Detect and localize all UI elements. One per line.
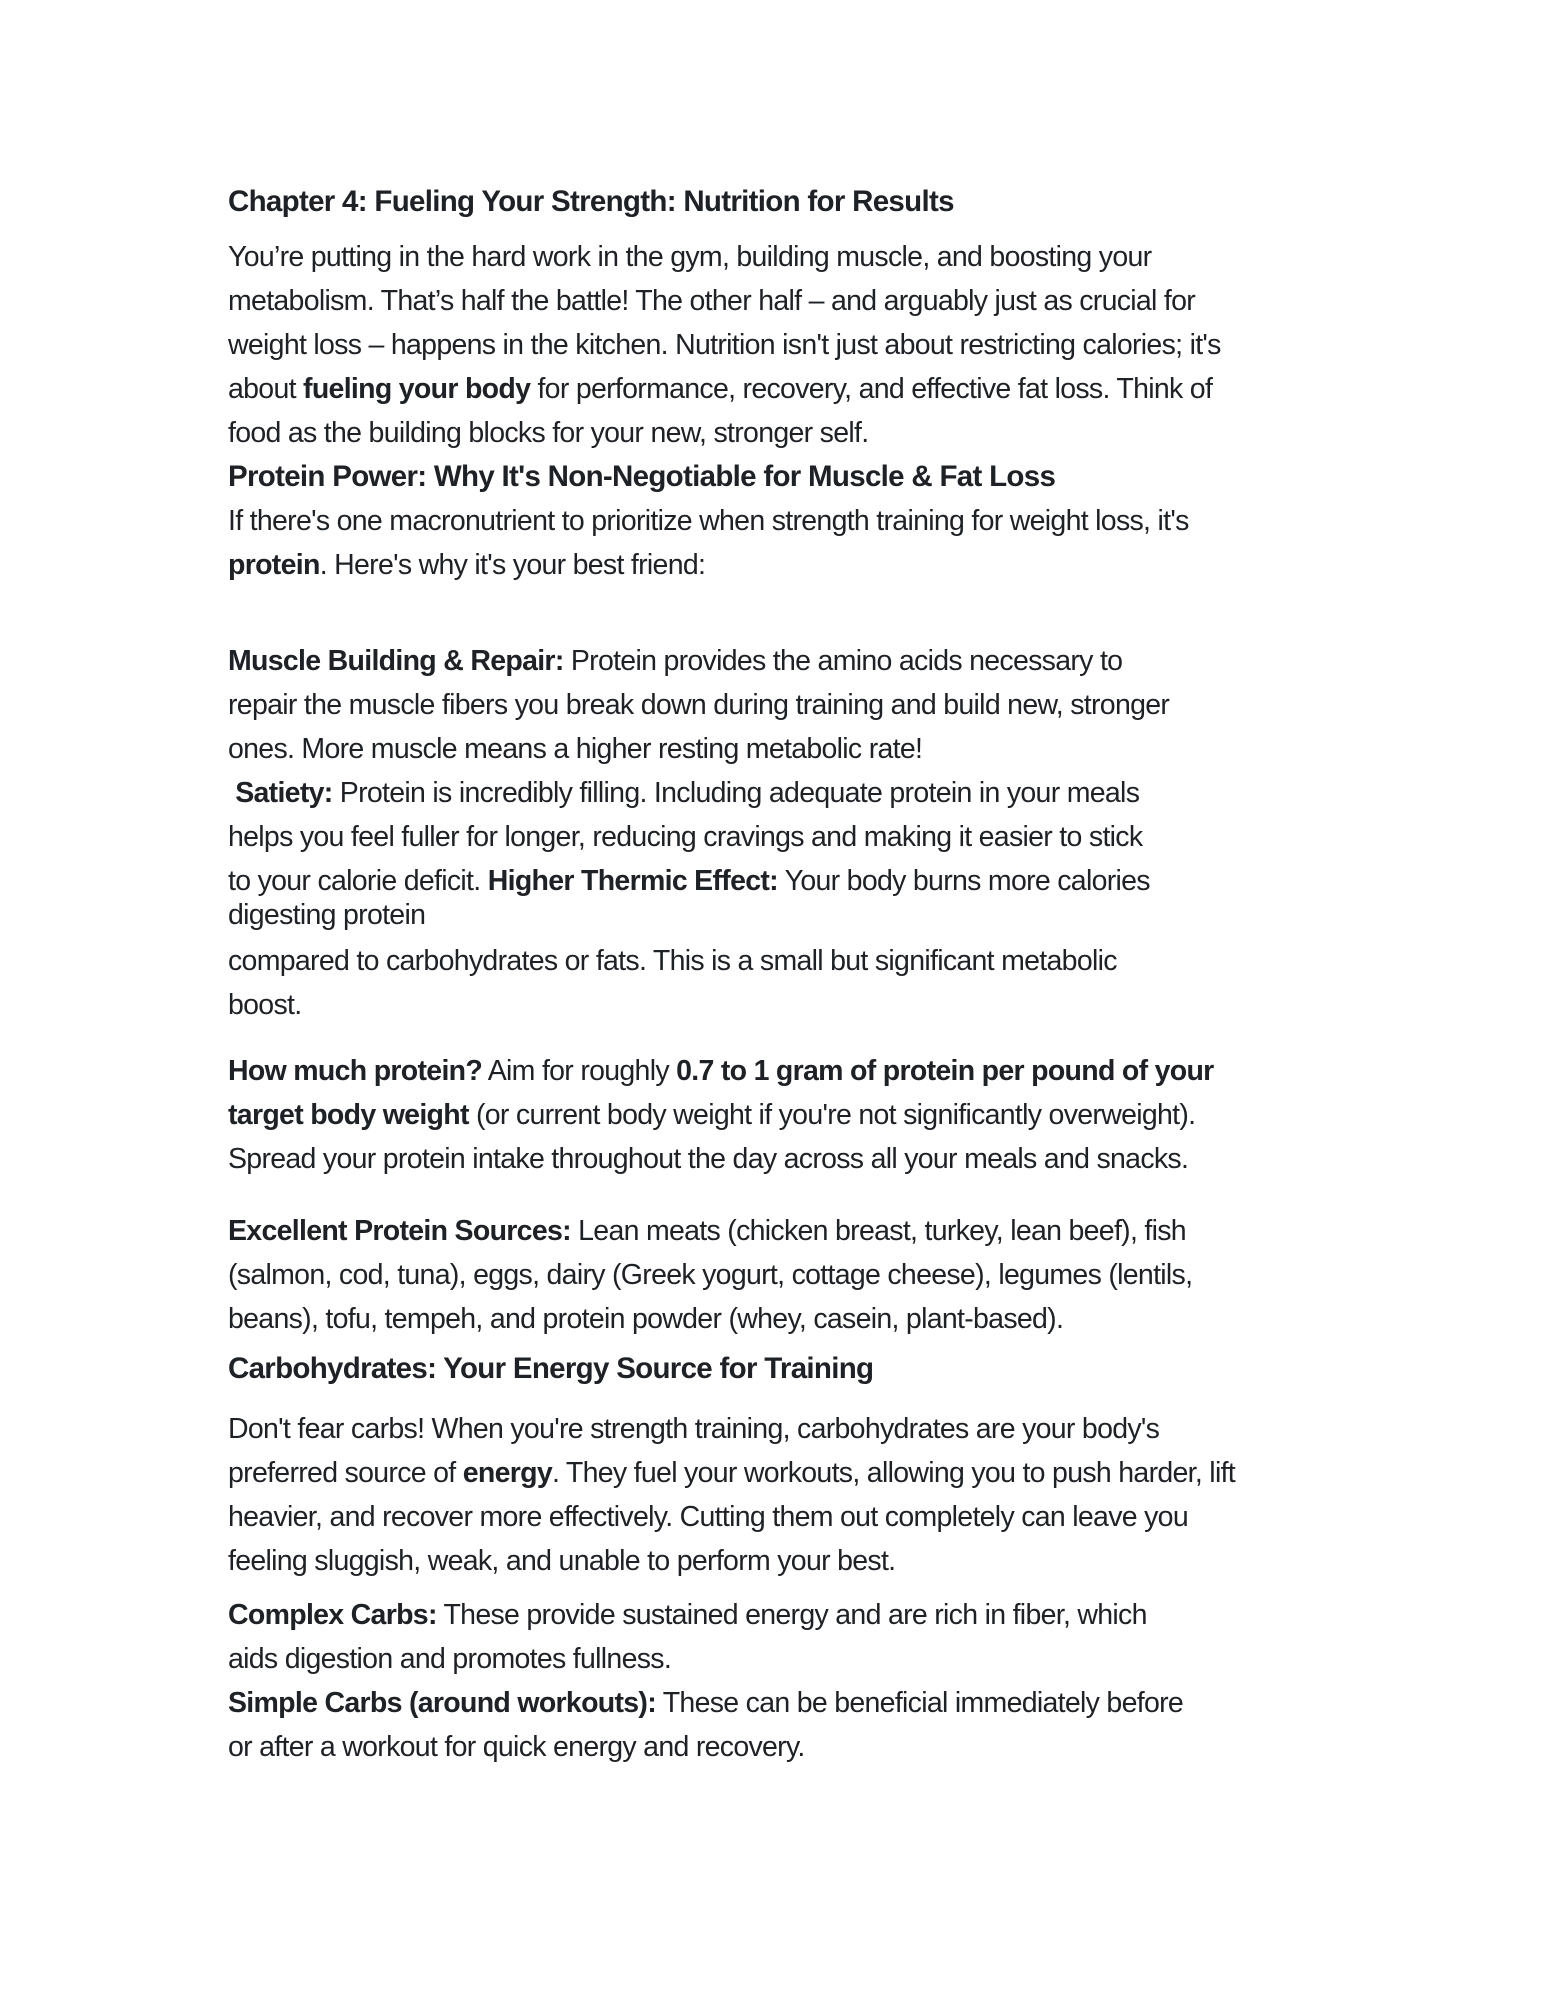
bold-text-segment: 0.7 to 1 gram of protein per pound of your: [676, 1055, 1214, 1087]
text-segment: Aim for roughly: [482, 1055, 677, 1087]
text-segment: (salmon, cod, tuna), eggs, dairy (Greek yogurt, cottage cheese), legumes (lentils,: [228, 1259, 1193, 1291]
text-segment: beans), tofu, tempeh, and protein powder (whey, casein, plant-based).: [228, 1303, 1064, 1335]
how-much-protein-paragraph: [228, 1049, 1468, 1181]
text-line: [228, 859, 1468, 903]
text-line: [228, 1593, 1468, 1637]
text-line: [228, 899, 1468, 931]
bold-text-segment: How much protein?: [228, 1055, 483, 1087]
text-line: [228, 235, 1468, 279]
text-segment: helps you feel fuller for longer, reducing cravings and making it easier to stick: [228, 821, 1143, 853]
text-line: [228, 683, 1468, 727]
text-line: [228, 727, 1468, 771]
text-segment: Spread your protein intake throughout the day across all your meals and snacks.: [228, 1143, 1189, 1175]
text-segment: food as the building blocks for your new, stronger self.: [228, 417, 869, 449]
intro-paragraph: [228, 235, 1468, 455]
bold-text-segment: Complex Carbs:: [228, 1599, 437, 1631]
text-segment: Lean meats (chicken breast, turkey, lean beef), fish: [570, 1215, 1186, 1247]
protein-intro-paragraph: [228, 499, 1468, 587]
text-line: [228, 1451, 1468, 1495]
document-content: [228, 180, 1468, 1769]
text-line: [228, 1681, 1468, 1725]
text-segment: to your calorie deficit.: [228, 865, 488, 897]
text-line: [228, 499, 1468, 543]
bold-text-segment: fueling your body: [303, 373, 531, 405]
text-segment: weight loss – happens in the kitchen. Nutrition isn't just about restricting calories; it's: [228, 329, 1221, 361]
bold-text-segment: Satiety:: [235, 777, 333, 809]
text-segment: Don't fear carbs! When you're strength training, carbohydrates are your body's: [228, 1413, 1160, 1445]
text-segment: These provide sustained energy and are rich in fiber, which: [436, 1599, 1147, 1631]
bold-text-segment: protein: [228, 549, 320, 581]
bold-text-segment: Muscle Building & Repair:: [228, 645, 564, 677]
text-line: [228, 411, 1468, 455]
text-line: [228, 543, 1468, 587]
text-line: [228, 939, 1468, 983]
text-line: [228, 1253, 1468, 1297]
carbohydrates-heading: [228, 1347, 1468, 1391]
bold-text-segment: Protein Power: Why It's Non-Negotiable for Muscle & Fat Loss: [228, 460, 1056, 493]
bold-text-segment: Carbohydrates: Your Energy Source for Training: [228, 1352, 874, 1385]
text-line: [228, 1407, 1468, 1451]
text-line: [228, 367, 1468, 411]
text-line: [228, 815, 1468, 859]
text-segment: Your body burns more calories: [777, 865, 1150, 897]
text-segment: If there's one macronutrient to prioritize when strength training for weight loss, it's: [228, 505, 1189, 537]
bold-text-segment: Higher Thermic Effect:: [487, 865, 778, 897]
text-segment: Protein provides the amino acids necessary to: [563, 645, 1123, 677]
text-line: [228, 983, 1468, 1027]
dont-fear-carbs-paragraph: [228, 1407, 1468, 1583]
text-segment: for performance, recovery, and effective fat loss. Think of: [530, 373, 1213, 405]
text-line: [228, 1209, 1468, 1253]
text-line: [228, 180, 1468, 224]
text-segment: preferred source of: [228, 1457, 463, 1489]
text-segment: . Here's why it's your best friend:: [319, 549, 706, 581]
text-line: [228, 771, 1468, 815]
text-segment: Protein is incredibly filling. Including adequate protein in your meals: [332, 777, 1140, 809]
carb-types-paragraph: [228, 1593, 1468, 1769]
text-segment: about: [228, 373, 304, 405]
text-segment: . They fuel your workouts, allowing you to push harder, lift: [551, 1457, 1236, 1489]
text-line: [228, 1297, 1468, 1341]
text-line: [228, 1725, 1468, 1769]
protein-sources-paragraph: [228, 1209, 1468, 1341]
text-segment: These can be beneficial immediately before: [656, 1687, 1184, 1719]
bold-text-segment: energy: [462, 1457, 552, 1489]
text-segment: digesting protein: [228, 899, 426, 931]
text-segment: metabolism. That’s half the battle! The other half – and arguably just as crucial for: [228, 285, 1196, 317]
protein-power-heading: [228, 455, 1468, 499]
text-segment: or after a workout for quick energy and recovery.: [228, 1731, 805, 1763]
text-line: [228, 279, 1468, 323]
text-segment: compared to carbohydrates or fats. This is a small but significant metabolic: [228, 945, 1117, 977]
text-line: [228, 1495, 1468, 1539]
text-line: [228, 1347, 1468, 1391]
text-segment: repair the muscle fibers you break down during training and build new, stronger: [228, 689, 1170, 721]
bold-text-segment: Chapter 4: Fueling Your Strength: Nutrition for Results: [228, 185, 954, 218]
text-segment: You’re putting in the hard work in the gym, building muscle, and boosting your: [228, 241, 1152, 273]
text-segment: (or current body weight if you're not significantly overweight).: [468, 1099, 1196, 1131]
text-segment: boost.: [228, 989, 302, 1021]
text-line: [228, 455, 1468, 499]
text-line: [228, 323, 1468, 367]
muscle-building-paragraph: [228, 639, 1468, 931]
text-segment: feeling sluggish, weak, and unable to perform your best.: [228, 1545, 896, 1577]
text-segment: heavier, and recover more effectively. Cutting them out completely can leave you: [228, 1501, 1188, 1533]
bold-text-segment: Excellent Protein Sources:: [228, 1215, 571, 1247]
chapter-heading: [228, 180, 1468, 224]
bold-text-segment: target body weight: [228, 1099, 469, 1131]
bold-text-segment: Simple Carbs (around workouts):: [228, 1687, 657, 1719]
text-line: [228, 1137, 1468, 1181]
metabolic-boost-paragraph: [228, 939, 1468, 1027]
text-line: [228, 1049, 1468, 1093]
text-segment: aids digestion and promotes fullness.: [228, 1643, 672, 1675]
text-segment: ones. More muscle means a higher resting metabolic rate!: [228, 733, 923, 765]
text-line: [228, 1093, 1468, 1137]
blank-line: [228, 587, 1468, 631]
text-line: [228, 1637, 1468, 1681]
text-line: [228, 639, 1468, 683]
text-line: [228, 1539, 1468, 1583]
